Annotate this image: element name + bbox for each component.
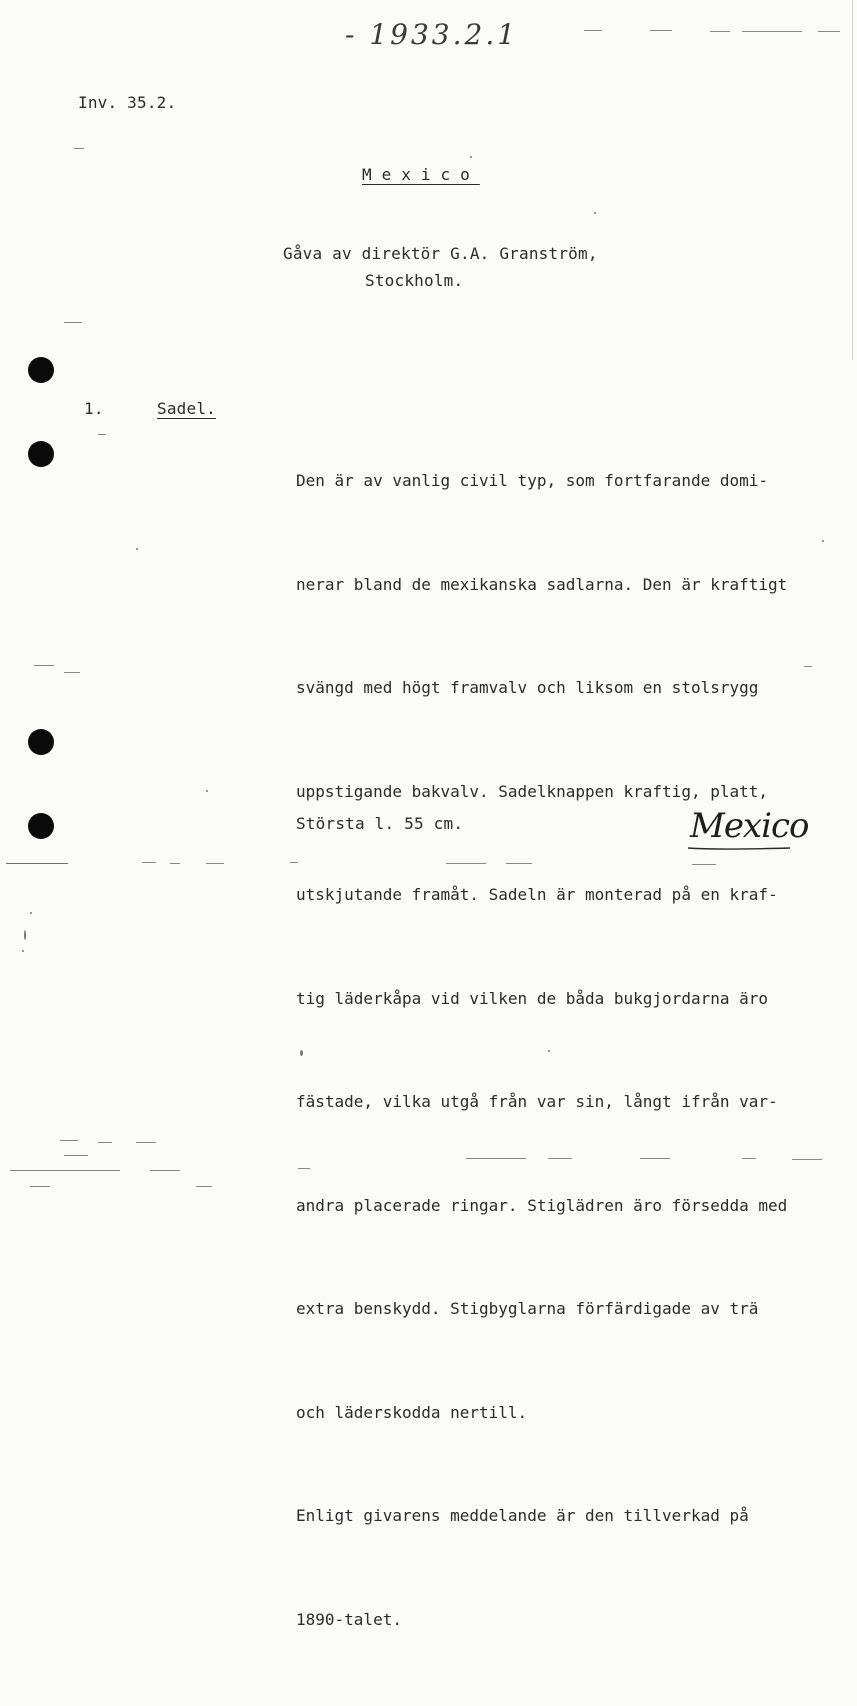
scan-speck bbox=[594, 212, 596, 214]
scan-dash bbox=[196, 1186, 212, 1187]
description-line: Den är av vanlig civil typ, som fortfarande domi- bbox=[296, 471, 769, 490]
description-line: extra benskydd. Stigbyglarna förfärdigade av trä bbox=[296, 1299, 759, 1318]
scan-edge-line bbox=[852, 0, 853, 360]
handwritten-catalog-number: - 1933.2.1 bbox=[345, 18, 519, 51]
scan-rule bbox=[6, 863, 68, 864]
punch-hole bbox=[28, 813, 54, 839]
scan-dash bbox=[30, 1186, 50, 1187]
scan-dash bbox=[584, 30, 602, 31]
scan-speck bbox=[24, 930, 26, 940]
scan-dash bbox=[64, 672, 80, 673]
scan-dash bbox=[64, 322, 82, 323]
scan-speck bbox=[22, 950, 24, 952]
scan-dash bbox=[742, 31, 802, 32]
scan-dash bbox=[60, 1140, 78, 1141]
signature-underline bbox=[686, 806, 804, 854]
handwritten-signature: Mexico bbox=[690, 806, 809, 846]
description-line: fästade, vilka utgå från var sin, långt ifrån var- bbox=[296, 1092, 778, 1111]
item-measurement: Största l. 55 cm. bbox=[296, 814, 464, 833]
scan-dash bbox=[10, 1170, 120, 1171]
scan-dash bbox=[206, 863, 224, 864]
scan-dash bbox=[818, 31, 840, 32]
scan-dash bbox=[142, 862, 156, 863]
donor-line: Gåva av direktör G.A. Granström, bbox=[283, 244, 598, 263]
description-line: 1890-talet. bbox=[296, 1609, 402, 1629]
scan-dash bbox=[446, 863, 486, 864]
scan-dash bbox=[710, 31, 730, 32]
scan-dash bbox=[742, 1158, 756, 1159]
scan-dash bbox=[506, 863, 532, 864]
scan-dash bbox=[170, 863, 180, 864]
scan-speck bbox=[548, 1050, 550, 1052]
description-line: tig läderkåpa vid vilken de båda bukgjordarna äro bbox=[296, 988, 769, 1008]
description-line: uppstigande bakvalv. Sadelknappen kraftig, platt, bbox=[296, 781, 769, 801]
description-line: nerar bland de mexikanska sadlarna. Den är kraftigt bbox=[296, 574, 788, 594]
scan-dash bbox=[548, 1158, 572, 1159]
donor-city: Stockholm. bbox=[365, 271, 464, 290]
scan-dash bbox=[98, 434, 106, 435]
scan-speck bbox=[822, 540, 824, 542]
inventory-number: Inv. 35.2. bbox=[78, 93, 177, 112]
scan-speck bbox=[206, 790, 208, 792]
punch-hole bbox=[28, 729, 54, 755]
description-line: utskjutande framåt. Sadeln är monterad på en kraf- bbox=[296, 885, 778, 904]
item-description bbox=[296, 395, 836, 1706]
scan-speck bbox=[470, 156, 472, 158]
scan-dash bbox=[74, 148, 84, 149]
scan-dash bbox=[650, 30, 672, 31]
scan-dash bbox=[64, 1155, 88, 1156]
scan-dash bbox=[136, 1142, 156, 1143]
scan-dash bbox=[792, 1159, 822, 1160]
scan-speck bbox=[30, 912, 32, 914]
scan-dash bbox=[34, 665, 54, 666]
item-name: Sadel. bbox=[157, 399, 216, 418]
scan-dash bbox=[98, 1142, 112, 1143]
item-number: 1. bbox=[84, 399, 104, 418]
document-title: Mexico bbox=[362, 165, 480, 184]
scan-dash bbox=[640, 1158, 670, 1159]
scan-dash bbox=[692, 864, 716, 865]
scan-speck bbox=[300, 1050, 303, 1056]
description-line: Enligt givarens meddelande är den tillverkad på bbox=[296, 1506, 749, 1525]
punch-hole bbox=[28, 357, 54, 383]
scan-dash bbox=[298, 1168, 310, 1169]
scan-dash bbox=[290, 862, 298, 863]
description-line: andra placerade ringar. Stiglädren äro försedda med bbox=[296, 1195, 788, 1215]
scan-dash bbox=[466, 1158, 526, 1159]
punch-hole bbox=[28, 441, 54, 467]
scan-dash bbox=[804, 666, 812, 667]
description-line: svängd med högt framvalv och liksom en stolsrygg bbox=[296, 678, 759, 697]
description-line: och läderskodda nertill. bbox=[296, 1402, 528, 1422]
scan-speck bbox=[136, 548, 138, 550]
scan-dash bbox=[150, 1170, 180, 1171]
